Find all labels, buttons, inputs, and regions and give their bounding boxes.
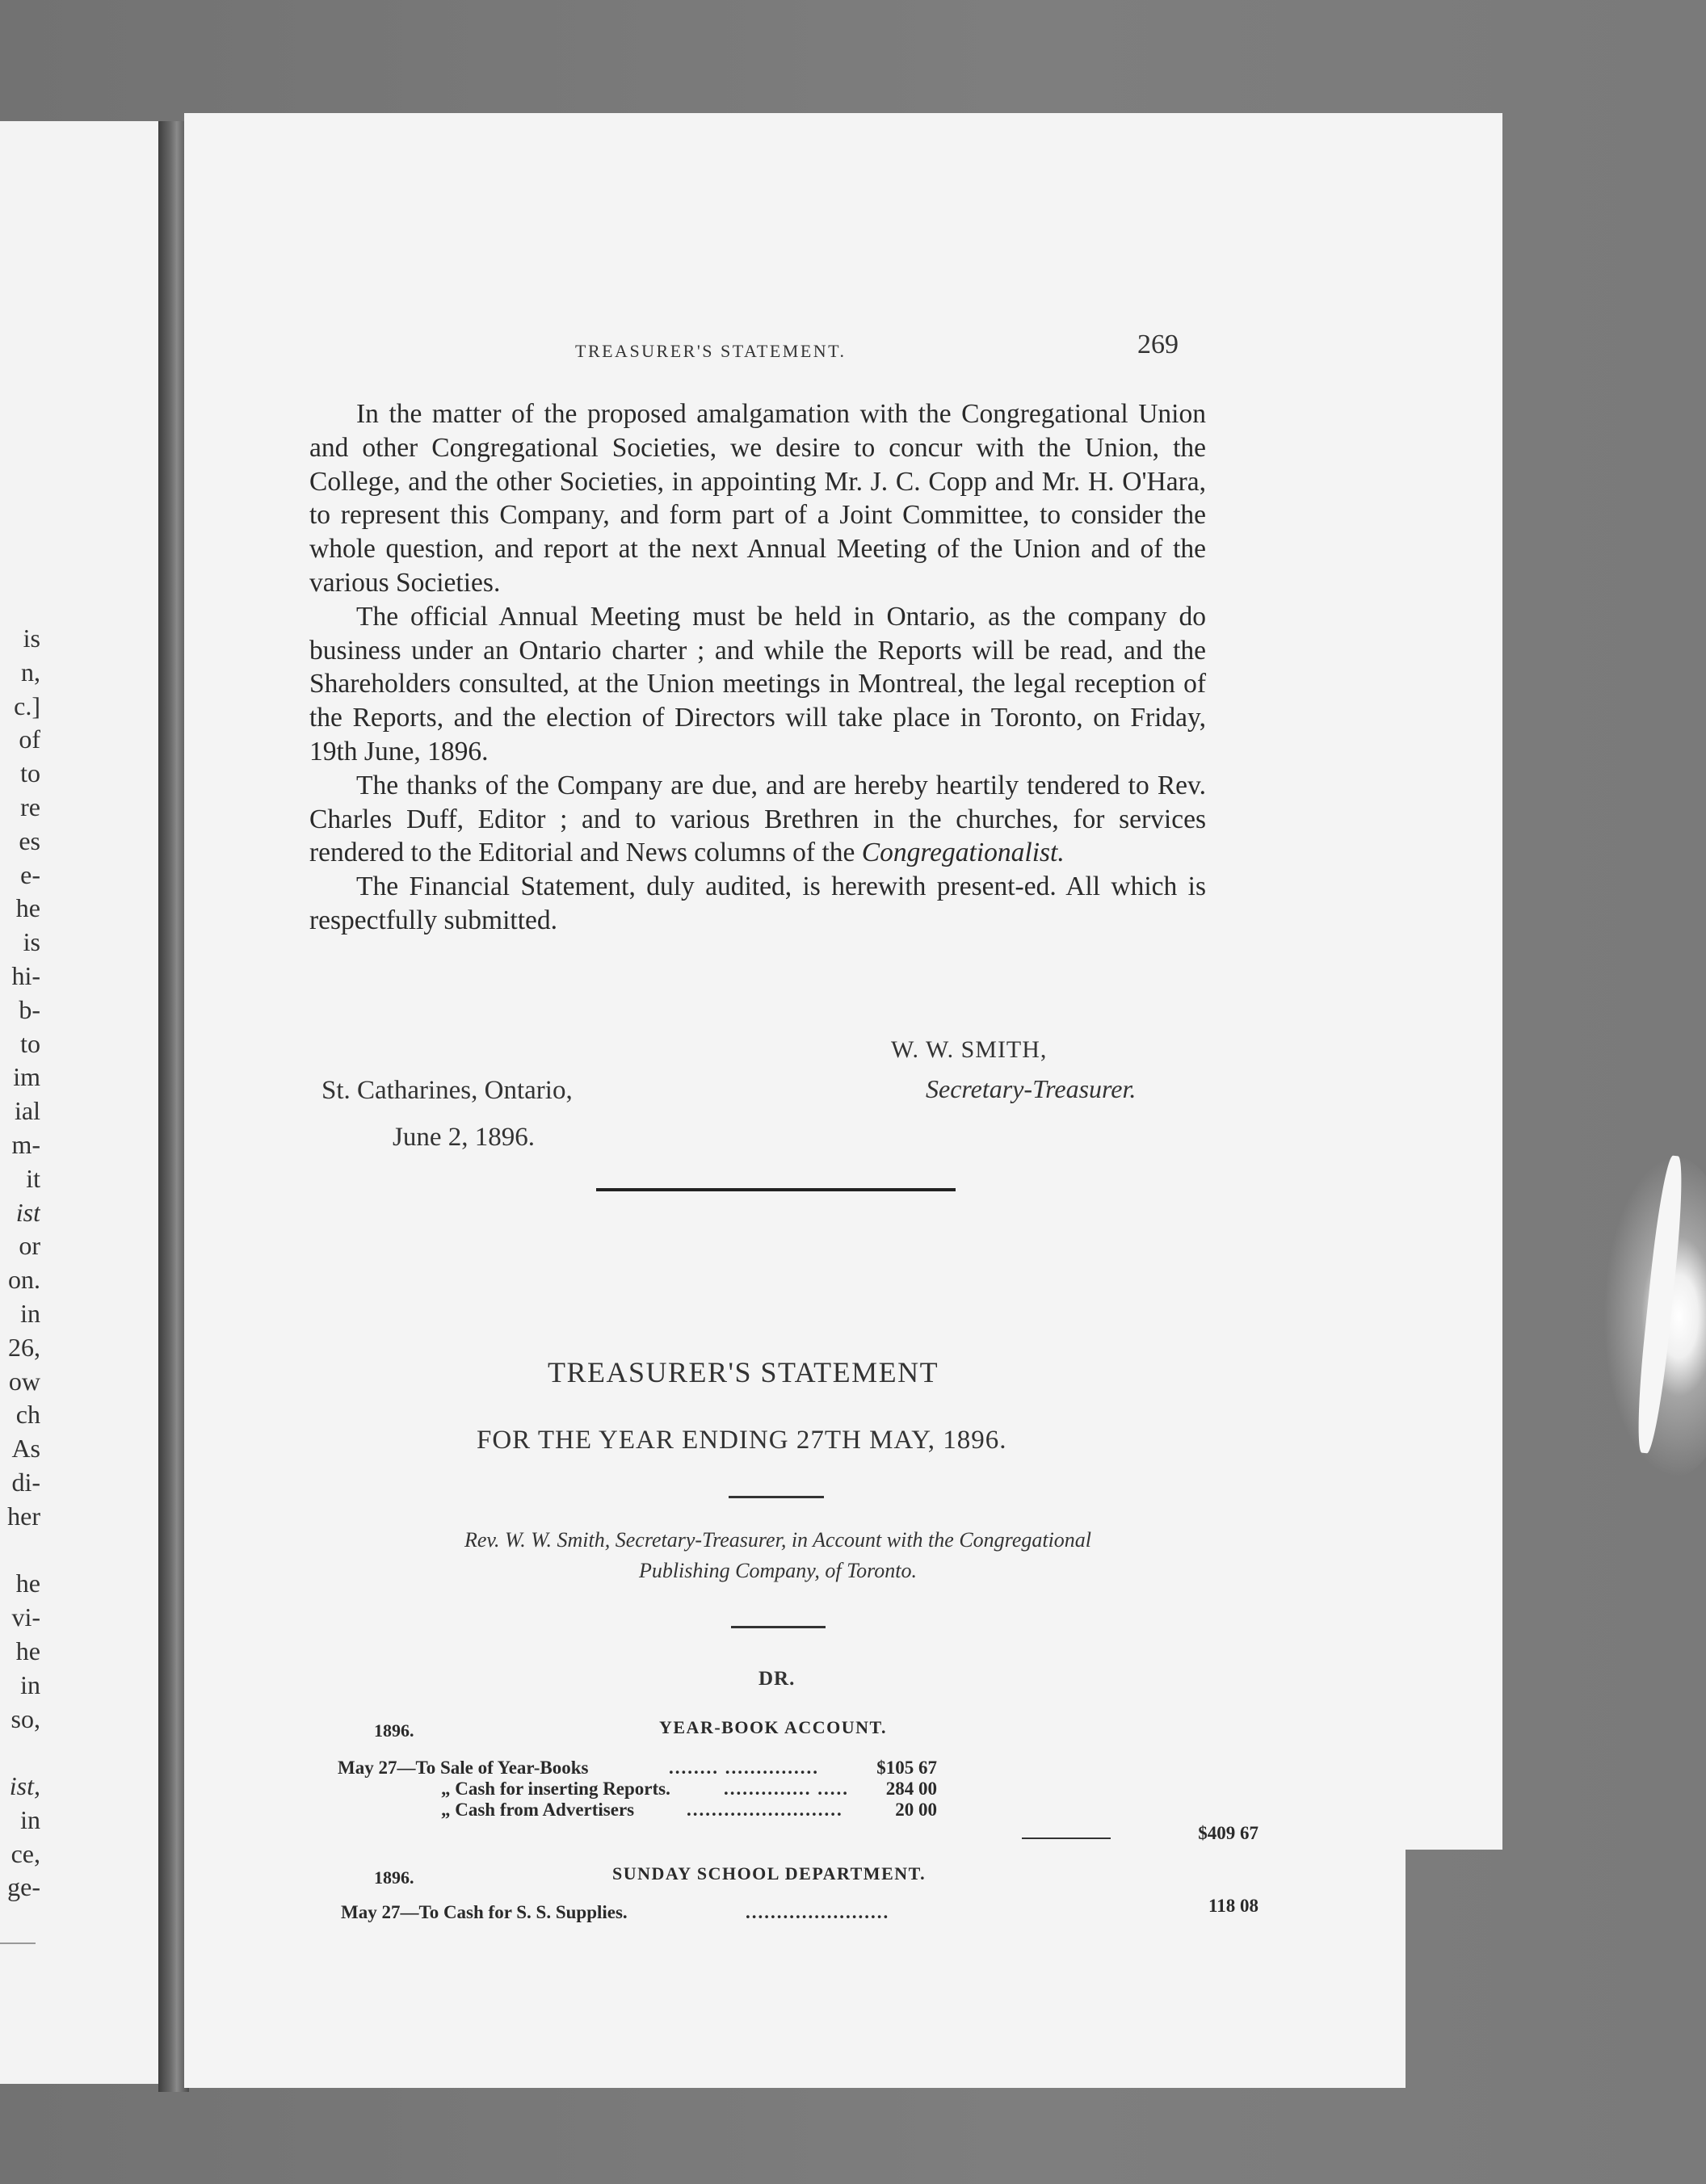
previous-page-fragment: As — [11, 1434, 40, 1464]
ledger-line-1-amount: $105 67 — [876, 1758, 937, 1778]
ledger-line-3-amount: 20 00 — [895, 1800, 937, 1820]
previous-page-fragment: or — [19, 1231, 40, 1261]
previous-page-fragment: di- — [11, 1467, 40, 1497]
ledger-line-2-amount: 284 00 — [885, 1779, 937, 1799]
section-2-heading: SUNDAY SCHOOL DEPARTMENT. — [612, 1863, 927, 1884]
report-body — [309, 397, 1206, 938]
previous-page-fragment: ge- — [7, 1872, 40, 1902]
paragraph-2-text: The official Annual Meeting must be held in Ontario, as the company do business under an Ontario charter ; and while the Reports will be read, and the Shareholders consulted, at the Union meetings in Montreal, the legal reception of the Reports, and the election of Directors will take place in Toronto, on Friday, 19th June, 1896. — [309, 601, 1206, 766]
previous-page-fragment: is — [23, 624, 40, 653]
previous-page-fragment: e- — [20, 859, 40, 889]
ledger-line-1 — [338, 1758, 1258, 1779]
previous-page-fragment: ce, — [11, 1838, 40, 1868]
previous-page-fragment: c.] — [14, 691, 40, 720]
previous-page-fragment: in — [20, 1670, 40, 1699]
leader-dots: ......................... — [687, 1800, 843, 1820]
leader-dots: .............. ..... — [724, 1779, 849, 1799]
previous-page-fragment: on. — [8, 1265, 40, 1295]
ledger-line-4 — [338, 1896, 1258, 1923]
previous-page-fragment: he — [15, 1569, 40, 1598]
statement-subtitle: FOR THE YEAR ENDING 27TH MAY, 1896. — [477, 1426, 1007, 1455]
previous-page-fragment: to — [20, 758, 40, 788]
signature-date: June 2, 1896. — [393, 1123, 535, 1152]
paragraph-3-italic: Congregationalist. — [861, 838, 1065, 868]
document-page — [184, 113, 1406, 2088]
debit-label: DR. — [758, 1668, 796, 1690]
previous-page-text-fragments — [0, 622, 40, 1905]
ledger-line-3 — [338, 1800, 1258, 1821]
ledger-line-4-label: May 27—To Cash for S. S. Supplies. — [341, 1902, 628, 1922]
previous-page-fragment: ch — [15, 1400, 40, 1430]
previous-page-fragment: in — [20, 1298, 40, 1328]
previous-page-fragment — [0, 1736, 40, 1770]
section-1-total-line — [338, 1823, 1258, 1844]
previous-page-fragment: so, — [11, 1703, 40, 1733]
signature-title: Secretary-Treasurer. — [926, 1074, 1137, 1103]
previous-page-fragment: im — [13, 1062, 40, 1092]
section-1-total: $409 67 — [1198, 1823, 1258, 1843]
previous-page-fragment: ow — [8, 1366, 40, 1396]
ledger-line-2-label: „ Cash for inserting Reports. — [441, 1779, 670, 1799]
previous-page-fragment: re — [20, 792, 40, 821]
ledger-line-3-label: „ Cash from Advertisers — [441, 1800, 635, 1820]
section-1-heading: YEAR-BOOK ACCOUNT. — [659, 1717, 888, 1737]
running-head: TREASURER'S STATEMENT. — [575, 341, 847, 361]
previous-page-fragment: he — [15, 1636, 40, 1665]
previous-page-fragment — [0, 1534, 40, 1568]
paragraph-amalgamation — [309, 397, 1206, 600]
paragraph-3-text: The thanks of the Company are due, and are hereby heartily tendered to Rev. Charles Duff, Editor ; and to various Brethren in the churches, for services rendered to the Editorial and News columns of the — [309, 770, 1206, 868]
ledger-line-2 — [338, 1779, 1258, 1800]
paragraph-thanks — [309, 769, 1206, 870]
previous-page-fragment: b- — [19, 994, 40, 1024]
previous-page-fragment: vi- — [11, 1602, 40, 1632]
previous-page-fragment: ist, — [9, 1771, 40, 1801]
page-number: 269 — [1137, 330, 1179, 359]
previous-page-rule — [0, 1942, 36, 1944]
signature-place: St. Catharines, Ontario, — [321, 1076, 573, 1105]
previous-page-fragment: to — [20, 1028, 40, 1058]
previous-page-fragment: it — [26, 1163, 40, 1193]
short-rule-2 — [731, 1626, 826, 1628]
account-heading — [330, 1525, 1226, 1586]
previous-page-fragment: m- — [11, 1129, 40, 1159]
short-rule-1 — [729, 1496, 824, 1498]
section-1-year: 1896. — [374, 1720, 414, 1741]
previous-page-fragment: 26, — [8, 1332, 40, 1362]
paragraph-4-text: The Financial Statement, duly audited, is herewith present-ed. All which is respectfully submitted. — [309, 872, 1206, 935]
previous-page-fragment: hi- — [11, 960, 40, 990]
account-heading-line-2: Publishing Company, of Toronto. — [638, 1559, 918, 1582]
statement-title: TREASURER'S STATEMENT — [548, 1356, 939, 1388]
previous-page-fragment: in — [20, 1804, 40, 1834]
leader-dots: ........ ............... — [669, 1758, 819, 1778]
section-2-total: 118 08 — [1208, 1896, 1258, 1916]
previous-page-fragment: es — [19, 825, 40, 855]
account-heading-line-1: Rev. W. W. Smith, Secretary-Treasurer, in Account with the Congregational — [464, 1528, 1092, 1552]
previous-page-fragment: n, — [21, 657, 40, 687]
leader-dots: ....................... — [746, 1902, 890, 1922]
previous-page-fragment: her — [7, 1501, 40, 1531]
section-2-year: 1896. — [374, 1867, 414, 1888]
ledger-line-1-label: May 27—To Sale of Year-Books — [338, 1758, 589, 1778]
previous-page — [0, 121, 166, 2084]
previous-page-fragment: of — [19, 724, 40, 754]
previous-page-fragment: is — [23, 927, 40, 957]
section-divider — [596, 1188, 956, 1191]
paragraph-financial — [309, 870, 1206, 938]
previous-page-fragment: ial — [15, 1096, 40, 1126]
signature-name: W. W. SMITH, — [891, 1036, 1048, 1063]
previous-page-fragment: he — [15, 893, 40, 923]
previous-page-fragment: ist — [15, 1197, 40, 1227]
paragraph-1-text: In the matter of the proposed amalgamation with the Congregational Union and other Congregational Societies, we desire to concur with the Union, the College, and the other Societies, in appointing Mr. J. C. Copp and Mr. H. O'Hara, to represent this Company, and form part of a Joint Committee, to consider the whole question, and report at the next Annual Meeting of the Union and of the various Societies. — [309, 399, 1206, 598]
paragraph-annual-meeting — [309, 600, 1206, 769]
